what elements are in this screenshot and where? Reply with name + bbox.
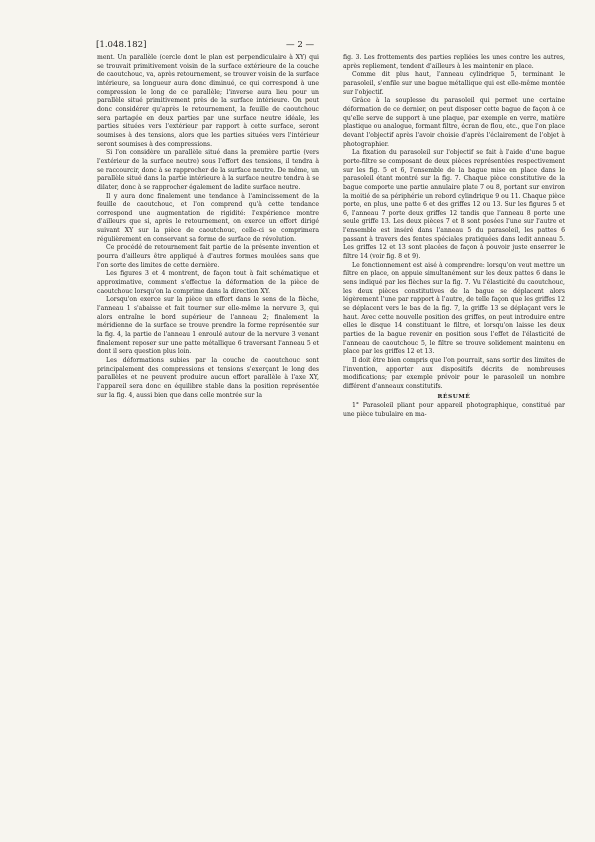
resume-heading: RÉSUMÉ [437,393,471,400]
paragraph: Il doit être bien compris que l'on pourrait, sans sortir des limites de l'invention, apporter aux dispositifs décrits de nombreuses modifications; par exemple prévoir pour le parasoleil un nombre différent d'anneaux constitutifs. [343,356,565,390]
paragraph: fig. 3. Les frottements des parties repliées les unes contre les autres, après repliement, tendent d'ailleurs à les maintenir en place. [343,54,565,70]
paragraph: Si l'on considère un parallèle situé dans la première partie (vers l'extérieur de la surface neutre) sous l'effort des tensions, il tendra à se raccourcir, donc à se rapprocher de la surface neutre. De même, un parallèle situé dans la partie intérieure à la surface neutre tendra à se dilater, donc à se rapprocher également de ladite surface neutre. [97,149,319,191]
page-number: — 2 — [286,40,315,50]
paragraph: Comme dit plus haut, l'anneau cylindrique 5, terminant le parasoleil, s'enfile sur une bague métallique qui est elle-même montée sur l'objectif. [343,71,565,96]
paragraph: Il y aura donc finalement une tendance à l'amincissement de la feuille de caoutchouc, et l'on comprend qu'à cette tendance correspond une augmentation de rigidité: l'expérience montre d'ailleurs que si, après le retournement, on exerce un effort dirigé suivant XY sur la pièce de caoutchouc, celle-ci se comprimera régulièrement en conservant sa forme de surface de révolution. [97,192,319,243]
paragraph: ment. Un parallèle (cercle dont le plan est perpendiculaire à XY) qui se trouvait primitivement voisin de la surface extérieure de la couche de caoutchouc, va, après retournement, se trouver voisin de la surface intérieure, sa longueur aura donc diminué, ce qui correspond à une compression le long de ce parallèle; l'inverse aura lieu pour un parallèle situé primitivement près de la surface intérieure. On peut donc considérer qu'après le retournement, la feuille de caoutchouc sera partagée en deux parties par une surface neutre idéale, les parties situées vers l'extérieur par rapport à cette surface, seront soumises à des tensions, alors que les parties situées vers l'intérieur seront soumises à des compressions. [97,54,319,148]
paragraph: Les figures 3 et 4 montrent, de façon tout à fait schématique et approximative, comment s'effectue la déformation de la pièce de caoutchouc lorsqu'on la comprime dans la direction XY. [97,270,319,295]
patent-reference: [1.048.182] [96,40,147,50]
left-column [97,54,319,400]
paragraph: Ce procédé de retournement fait partie de la présente invention et pourra d'ailleurs être appliqué à d'autres formes moulées sans que l'on sorte des limites de cette dernière. [97,244,319,269]
resume-claim: 1° Parasoleil pliant pour appareil photographique, constitué par une pièce tubulaire en ma- [343,402,565,418]
paragraph: Les déformations subies par la couche de caoutchouc sont principalement des compressions et tensions s'exerçant le long des parallèles et ne peuvent produire aucun effort parallèle à l'axe XY, l'appareil sera donc en équilibre stable dans la position représentée sur la fig. 4, aussi bien que dans celle montrée sur la [97,356,319,399]
paragraph: Lorsqu'on exerce sur la pièce un effort dans le sens de la flèche, l'anneau 1 s'abaisse et fait tourner sur elle-même la nervure 3, qui alors entraîne le bord supérieur de l'anneau 2; finalement la méridienne de la surface se trouve prendre la forme représentée sur la fig. 4, la partie de l'anneau 1 enroulé autour de la nervure 3 venant finalement reposer sur une patte métallique 6 traversant l'anneau 5 et dont il sera question plus loin. [97,296,319,356]
paragraph: Grâce à la souplesse du parasoleil qui permet une certaine déformation de ce dernier, on peut disposer cette bague de façon à ce qu'elle serve de support à une plaque, par exemple en verre, matière plastique ou analogue, formant filtre, écran de flou, etc., que l'on place devant l'objectif après l'avoir choisie d'après l'éclairement de l'objet à photographier. [343,97,565,148]
right-column [343,54,565,420]
paragraph: Le fonctionnement est aisé à comprendre: lorsqu'on veut mettre un filtre en place, on appuie simultanément sur les deux pattes 6 dans le sens indiqué par les flèches sur la fig. 7. Vu l'élasticité du caoutchouc, les deux pièces constitutives de la bague se déplacent alors légèrement l'une par rapport à l'autre, de telle façon que les griffes 12 se déplacent vers le bas de la fig. 7, la griffe 13 se déplaçant vers le haut. Avec cette nouvelle position des griffes, on peut introduire entre elles le disque 14 constituant le filtre, et lorsqu'on laisse les deux parties de la bague revenir en position sous l'effet de l'élasticité de l'anneau de caoutchouc 5, le filtre se trouve solidement maintenu en place par les griffes 12 et 13. [343,261,565,356]
paragraph: La fixation du parasoleil sur l'objectif se fait à l'aide d'une bague porte-filtre se composant de deux pièces représentées respectivement sur les fig. 5 et 6, l'ensemble de la bague mise en place dans le parasoleil étant montré sur la fig. 7. Chaque pièce constitutive de la bague comporte une partie annulaire plate 7 ou 8, portant sur environ la moitié de sa périphérie un rebord cylindrique 9 ou 11. Chaque pièce porte, en plus, une patte 6 et des griffes 12 ou 13. Sur les figures 5 et 6, l'anneau 7 porte deux griffes 12 tandis que l'anneau 8 porte une seule griffe 13. Les deux pièces 7 et 8 sont posées l'une sur l'autre et l'ensemble est inséré dans l'anneau 5 du parasoleil, les pattes 6 passant à travers des fentes spéciales pratiquées dans ledit anneau 5. Les griffes 12 et 13 sont placées de façon à pouvoir juste enserrer le filtre 14 (voir fig. 8 et 9). [343,149,565,261]
